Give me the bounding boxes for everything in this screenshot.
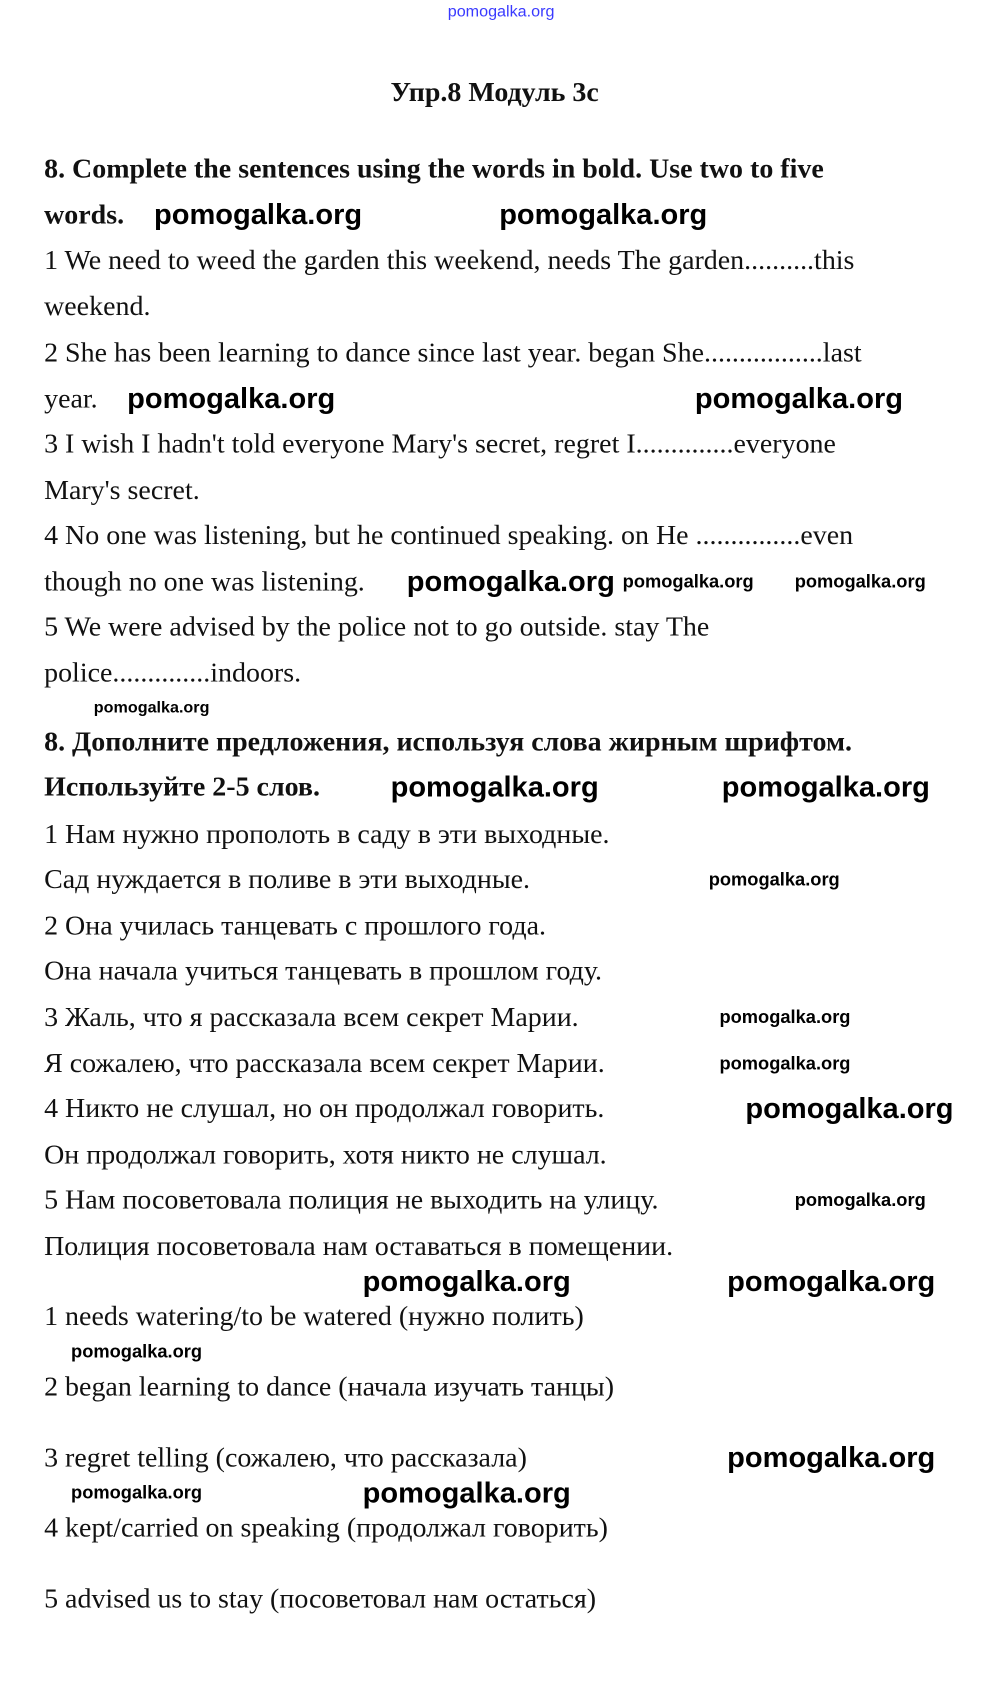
watermark: pomogalka.org — [794, 1189, 926, 1211]
ru-line: 1 Нам нужно прополоть в саду в эти выходные. — [44, 818, 610, 850]
en-line: police..............indoors. — [44, 657, 302, 689]
answer-line: 5 advised us to stay (посоветовал нам остаться) — [44, 1582, 597, 1615]
watermark: pomogalka.org — [362, 1476, 571, 1510]
ru-line: 5 Нам посоветовала полиция не выходить на улицу. — [44, 1183, 659, 1216]
answer-line: 4 kept/carried on speaking (продолжал говорить) — [44, 1511, 608, 1544]
en-heading: 8. Complete the sentences using the words in bold. Use two to five — [44, 152, 824, 184]
watermark: pomogalka.org — [71, 1482, 203, 1503]
watermark: pomogalka.org — [719, 1007, 851, 1028]
watermark: pomogalka.org — [154, 198, 363, 231]
watermark: pomogalka.org — [362, 1265, 571, 1298]
watermark: pomogalka.org — [622, 571, 754, 592]
watermark: pomogalka.org — [727, 1265, 936, 1298]
en-line: 4 No one was listening, but he continued speaking. on He ...............even — [44, 519, 854, 551]
watermark: pomogalka.org — [708, 869, 840, 890]
en-line: year. — [44, 382, 98, 414]
watermark: pomogalka.org — [127, 382, 336, 415]
watermark: pomogalka.org — [794, 571, 926, 592]
watermark: pomogalka.org — [721, 770, 930, 803]
watermark: pomogalka.org — [499, 198, 708, 231]
page-title: Упр.8 Модуль 3с — [390, 76, 599, 108]
en-line: though no one was listening. — [44, 565, 365, 597]
en-line: 2 She has been learning to dance since last year. began She.................last — [44, 336, 862, 368]
watermark: pomogalka.org — [406, 565, 615, 598]
ru-line: 2 Она училась танцевать с прошлого года. — [44, 909, 546, 941]
en-line: 5 We were advised by the police not to go outside. stay The — [44, 610, 710, 642]
answer-line: 2 began learning to dance (начала изучать танцы) — [44, 1371, 615, 1403]
watermark: pomogalka.org — [694, 382, 903, 415]
ru-line: 4 Никто не слушал, но он продолжал говорить. — [44, 1092, 605, 1124]
en-line: 3 I wish I hadn't told everyone Mary's secret, regret I..............everyone — [44, 427, 836, 460]
en-line: Mary's secret. — [44, 474, 200, 506]
answer-line: 1 needs watering/to be watered (нужно полить) — [44, 1300, 584, 1332]
ru-line: Я сожалею, что рассказала всем секрет Марии. — [44, 1047, 605, 1079]
en-heading: words. — [44, 198, 125, 231]
watermark: pomogalka.org — [390, 770, 599, 803]
en-line: 1 We need to weed the garden this weekend, needs The garden..........this — [44, 244, 855, 276]
ru-line: Он продолжал говорить, хотя никто не слушал. — [44, 1138, 607, 1170]
ru-line: 3 Жаль, что я рассказала всем секрет Марии. — [44, 1001, 579, 1033]
watermark: pomogalka.org — [727, 1441, 936, 1474]
watermark: pomogalka.org — [745, 1091, 954, 1125]
watermark: pomogalka.org — [93, 698, 210, 717]
watermark: pomogalka.org — [447, 2, 555, 21]
ru-line: Сад нуждается в поливе в эти выходные. — [44, 863, 531, 895]
watermark: pomogalka.org — [71, 1341, 203, 1362]
ru-heading: Используйте 2-5 слов. — [44, 770, 321, 803]
en-line: weekend. — [44, 290, 151, 322]
ru-heading: 8. Дополните предложения, используя слова жирным шрифтом. — [44, 725, 853, 758]
watermark: pomogalka.org — [719, 1053, 851, 1074]
answer-line: 3 regret telling (сожалею, что рассказала) — [44, 1441, 527, 1474]
ru-line: Полиция посоветовала нам оставаться в помещении. — [44, 1230, 674, 1262]
ru-line: Она начала учиться танцевать в прошлом году. — [44, 954, 603, 987]
